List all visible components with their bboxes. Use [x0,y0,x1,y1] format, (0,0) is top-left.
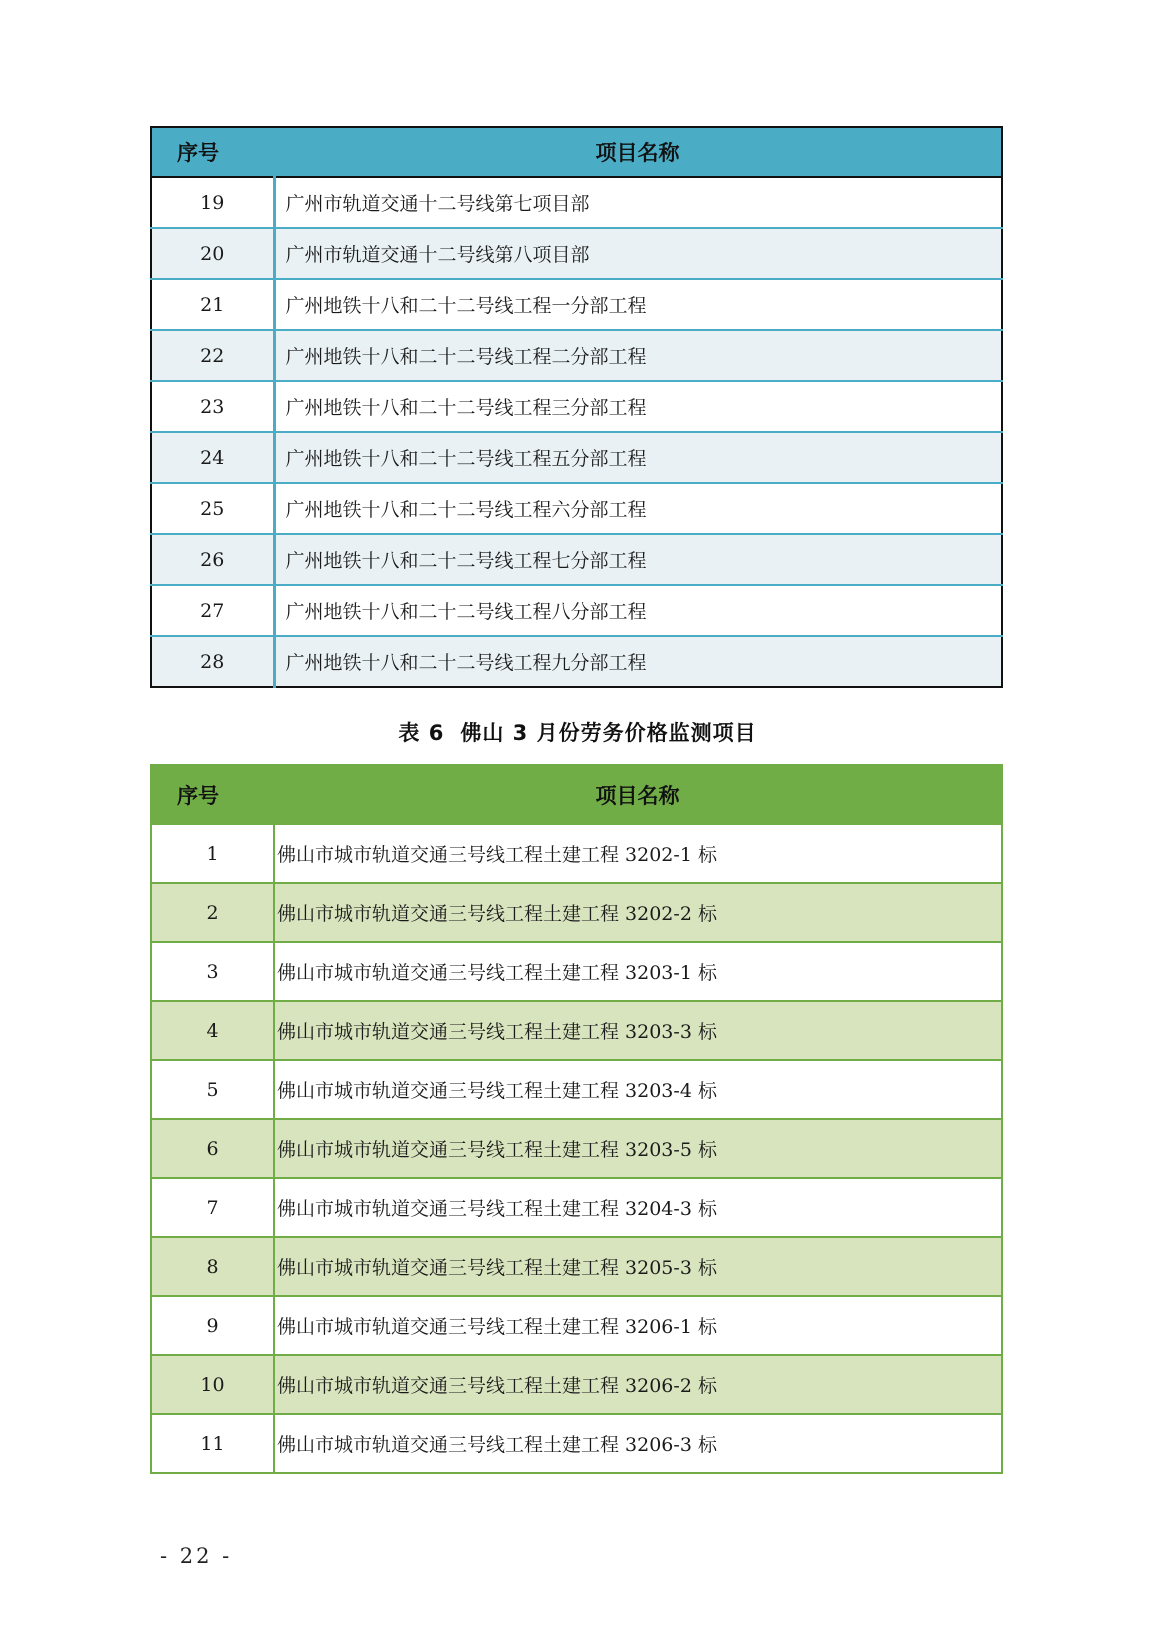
row-index: 22 [151,330,274,381]
row-project-name: 广州地铁十八和二十二号线工程三分部工程 [274,381,1002,432]
row-index: 11 [151,1414,274,1473]
table-row [151,883,1002,942]
row-index: 25 [151,483,274,534]
table-row [151,585,1002,636]
row-index: 28 [151,636,274,687]
table-row [151,381,1002,432]
table-row [151,824,1002,883]
row-project-name: 佛山市城市轨道交通三号线工程土建工程 3203-3 标 [274,1001,1002,1060]
row-project-name: 广州地铁十八和二十二号线工程六分部工程 [274,483,1002,534]
row-index: 6 [151,1119,274,1178]
foshan-project-table [150,764,1003,1474]
row-index: 27 [151,585,274,636]
row-project-name: 佛山市城市轨道交通三号线工程土建工程 3203-4 标 [274,1060,1002,1119]
row-project-name: 佛山市城市轨道交通三号线工程土建工程 3202-2 标 [274,883,1002,942]
table-row [151,228,1002,279]
row-project-name: 广州市轨道交通十二号线第七项目部 [274,177,1002,228]
row-project-name: 广州地铁十八和二十二号线工程二分部工程 [274,330,1002,381]
row-project-name: 佛山市城市轨道交通三号线工程土建工程 3205-3 标 [274,1237,1002,1296]
table-row [151,534,1002,585]
row-index: 8 [151,1237,274,1296]
table-row [151,177,1002,228]
row-project-name: 佛山市城市轨道交通三号线工程土建工程 3206-3 标 [274,1414,1002,1473]
row-project-name: 佛山市城市轨道交通三号线工程土建工程 3203-1 标 [274,942,1002,1001]
caption-title: 佛山 3 月份劳务价格监测项目 [460,721,757,745]
col-header-project-name: 项目名称 [274,127,1002,177]
row-project-name: 佛山市城市轨道交通三号线工程土建工程 3206-2 标 [274,1355,1002,1414]
table-row [151,1414,1002,1473]
row-project-name: 佛山市城市轨道交通三号线工程土建工程 3203-5 标 [274,1119,1002,1178]
caption-label: 表 6 [398,721,445,745]
row-index: 19 [151,177,274,228]
col-header-index: 序号 [151,127,274,177]
row-index: 9 [151,1296,274,1355]
row-index: 21 [151,279,274,330]
col-header-project-name: 项目名称 [274,765,1002,824]
guangzhou-project-table [150,126,1003,688]
row-index: 5 [151,1060,274,1119]
row-index: 2 [151,883,274,942]
row-project-name: 广州市轨道交通十二号线第八项目部 [274,228,1002,279]
row-index: 20 [151,228,274,279]
row-project-name: 广州地铁十八和二十二号线工程九分部工程 [274,636,1002,687]
col-header-index: 序号 [151,765,274,824]
row-project-name: 广州地铁十八和二十二号线工程五分部工程 [274,432,1002,483]
table-row [151,942,1002,1001]
table-row [151,330,1002,381]
row-project-name: 广州地铁十八和二十二号线工程一分部工程 [274,279,1002,330]
row-index: 1 [151,824,274,883]
table-header-row [151,127,1002,177]
row-project-name: 广州地铁十八和二十二号线工程八分部工程 [274,585,1002,636]
row-index: 23 [151,381,274,432]
row-index: 26 [151,534,274,585]
table-row [151,1119,1002,1178]
row-project-name: 佛山市城市轨道交通三号线工程土建工程 3206-1 标 [274,1296,1002,1355]
table-row [151,1001,1002,1060]
row-index: 4 [151,1001,274,1060]
page-number: - 22 - [160,1544,233,1568]
table-row [151,1355,1002,1414]
table-row [151,279,1002,330]
row-project-name: 广州地铁十八和二十二号线工程七分部工程 [274,534,1002,585]
row-index: 10 [151,1355,274,1414]
row-index: 24 [151,432,274,483]
table-row [151,1178,1002,1237]
table-caption [0,717,1149,747]
table-header-row [151,765,1002,824]
table-row [151,483,1002,534]
table-row [151,1060,1002,1119]
table-row [151,432,1002,483]
table-row [151,1296,1002,1355]
table-row [151,1237,1002,1296]
row-index: 3 [151,942,274,1001]
table-row [151,636,1002,687]
row-index: 7 [151,1178,274,1237]
row-project-name: 佛山市城市轨道交通三号线工程土建工程 3202-1 标 [274,824,1002,883]
row-project-name: 佛山市城市轨道交通三号线工程土建工程 3204-3 标 [274,1178,1002,1237]
